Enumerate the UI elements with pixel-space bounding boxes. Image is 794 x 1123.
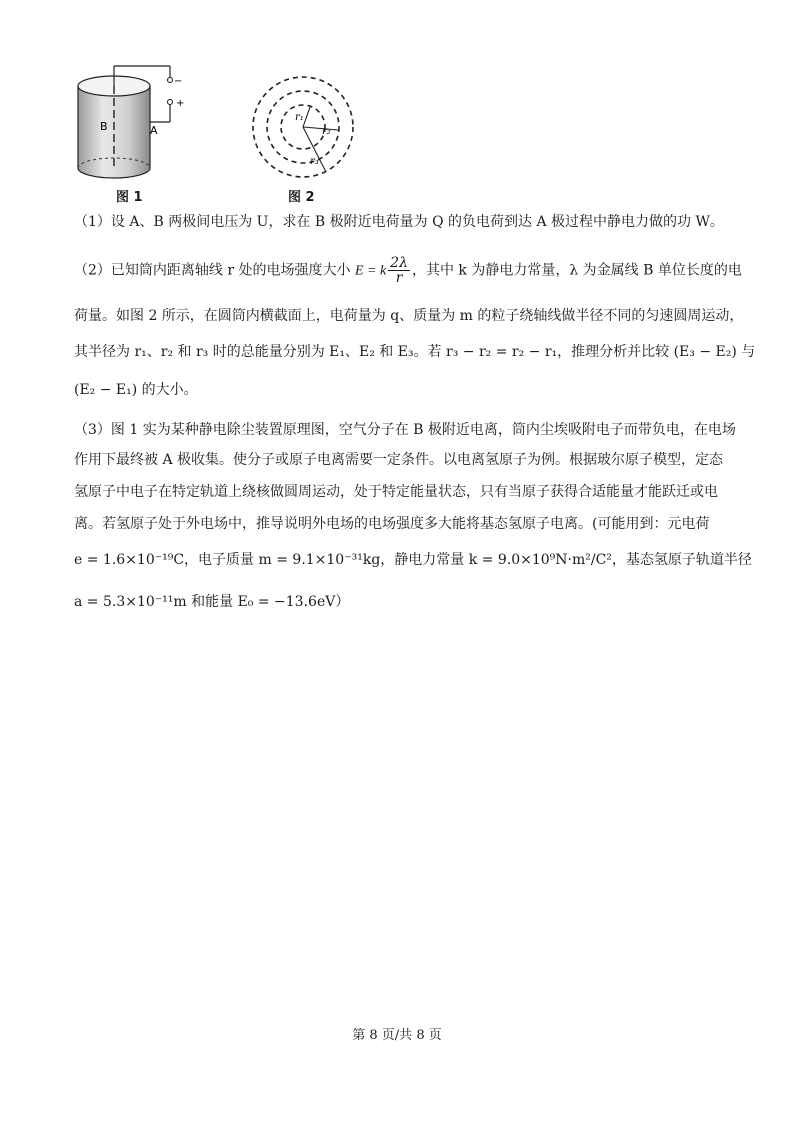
question-1: （1）设 A、B 两极间电压为 U，求在 B 极附近电荷量为 Q 的负电荷到达 A 极过程中静电力做的功 W。 [74, 214, 724, 230]
label-r3: r₃ [310, 156, 319, 167]
question-3-line-2: 作用下最终被 A 极收集。使分子或原子电离需要一定条件。以电离氢原子为例。根据玻尔原子模型，定态 [74, 452, 724, 468]
label-r2: r₂ [322, 126, 331, 137]
question-2-line-1 [74, 255, 742, 286]
question-3-line-4: 离。若氢原子处于外电场中，推导说明外电场的电场强度多大能将基态氢原子电离。(可能用到：元电荷 [74, 516, 710, 532]
terminal-minus-label: − [174, 76, 183, 87]
q2-frac-denominator: r [395, 270, 403, 286]
q2-text-a: （2）已知筒内距离轴线 r 处的电场强度大小 [74, 262, 351, 279]
question-3-line-5: e = 1.6×10⁻¹⁹C，电子质量 m = 9.1×10⁻³¹kg，静电力常量 k = 9.0×10⁹N·m²/C²，基态氢原子轨道半径 [74, 552, 752, 568]
question-2-line-3: 其半径为 r₁、r₂ 和 r₃ 时的总能量分别为 E₁、E₂ 和 E₃。若 r₃ − r₂ = r₂ − r₁，推理分析并比较 (E₃ − E₂) 与 [74, 344, 756, 360]
figure-1-cylinder [70, 58, 200, 188]
q2-text-b: ，其中 k 为静电力常量，λ 为金属线 B 单位长度的电 [411, 262, 742, 279]
figures-area [70, 58, 370, 208]
page-footer: 第 8 页/共 8 页 [352, 1028, 442, 1043]
figure-2-circles [248, 72, 358, 182]
question-2-line-2: 荷量。如图 2 所示，在圆筒内横截面上，电荷量为 q、质量为 m 的粒子绕轴线做半径不同的匀速圆周运动， [74, 308, 744, 324]
question-3-line-6: a = 5.3×10⁻¹¹m 和能量 E₀ = −13.6eV） [74, 594, 350, 610]
label-B: B [100, 120, 108, 133]
q2-formula-lhs: E = k [354, 263, 387, 279]
terminal-plus-label: + [176, 98, 185, 109]
question-3-line-3: 氢原子中电子在特定轨道上绕核做圆周运动，处于特定能量状态，只有当原子获得合适能量才能跃迁或电 [74, 484, 718, 500]
figure-1-caption: 图 1 [116, 190, 143, 205]
label-r1: r₁ [295, 112, 304, 123]
question-3-line-1: （3）图 1 实为某种静电除尘装置原理图，空气分子在 B 极附近电离，筒内尘埃吸附电子而带负电，在电场 [74, 422, 736, 438]
figure-2-caption: 图 2 [288, 190, 315, 205]
question-2-line-4: (E₂ − E₁) 的大小。 [74, 382, 198, 398]
q2-frac-numerator: 2λ [390, 255, 408, 271]
q2-formula-fraction [388, 256, 410, 285]
label-A: A [150, 124, 158, 137]
